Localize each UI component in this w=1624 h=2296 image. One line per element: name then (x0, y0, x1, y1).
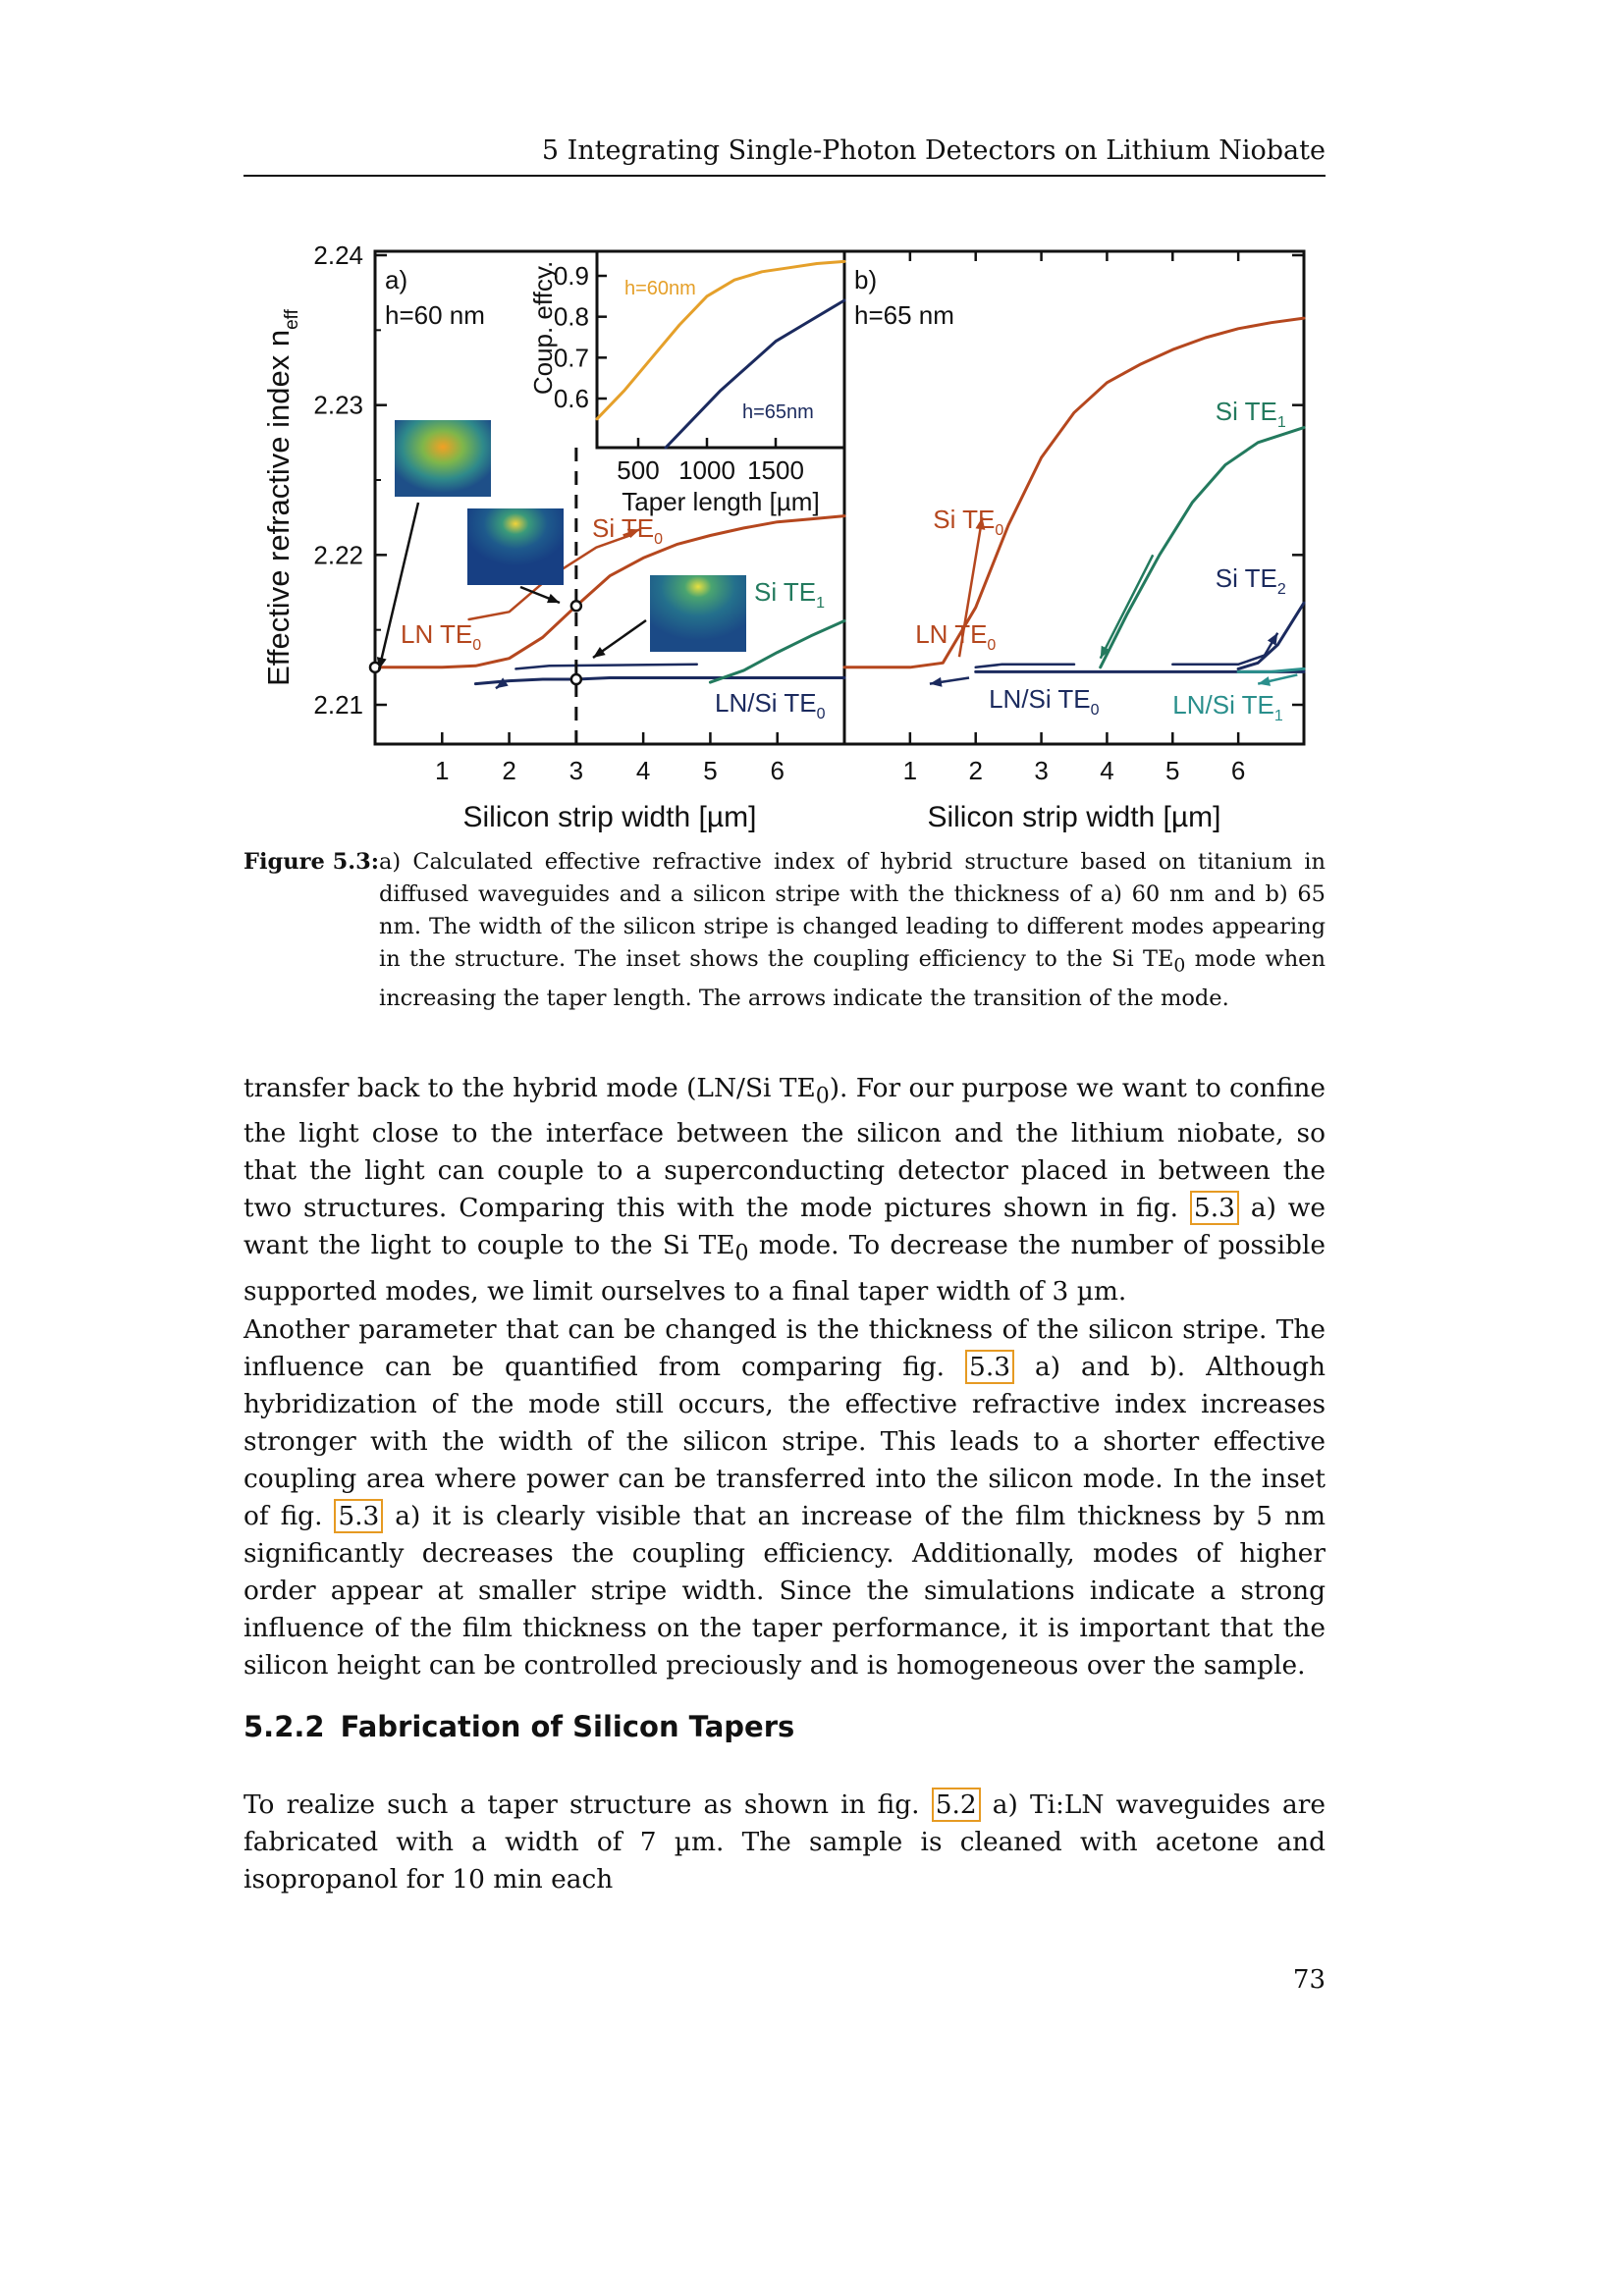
para2-text-3: a) it is clearly visible that an increase of the film thickness by 5 nm significantly decreases the coupling efficiency. Additionally, modes of higher order appear at smaller stripe width. Since the simulations indicate a strong influence of the film thickness on the taper performance, it is important that the silicon height can be controlled preciously and is homogeneous over the sample. (244, 1501, 1326, 1681)
label-b-lnsi-te0: LN/Si $TE_0$ (989, 684, 1100, 719)
caption-subscript: 0 (1173, 955, 1186, 977)
para1-text-4: mode. To decrease the number of possible supported modes, we limit ourselves to a final taper width of 3 µm. (244, 1230, 1326, 1307)
pointer-lnsi-te0-head (593, 647, 606, 658)
figure-reference-link[interactable]: 5.3 (1190, 1191, 1239, 1225)
para1-text-1: transfer back to the hybrid mode (LN/Si TE (244, 1073, 816, 1103)
para2-text-1: Another parameter that can be changed is the thickness of the silicon stripe. The influence can be quantified from comparing fig. (244, 1314, 1326, 1382)
inset-y-tick-label: 0.7 (553, 343, 589, 373)
caption-part-2: mode when increasing the taper length. The arrows indicate the transition of the mode. (379, 946, 1326, 1011)
para1-text-2: ). For our purpose we want to confine the light close to the interface between the silicon and the lithium niobate, so that the light can couple to a superconducting detector placed in between the two structures. Comparing this with the mode pictures shown in fig. (244, 1073, 1326, 1224)
series-si-te2-b (1238, 603, 1304, 668)
x-tick-label-b: 2 (968, 756, 983, 785)
x-axis-label-b: Silicon strip width [µm] (927, 801, 1221, 832)
guide-si-te2-b (1172, 656, 1265, 665)
section-number: 5.2.2 (244, 1710, 325, 1743)
para1-text-3: a) we want the light to couple to the Si TE (244, 1193, 1326, 1261)
para1-sub-1: 0 (815, 1084, 830, 1109)
label-b-si-te2: Si $TE_2$ (1215, 563, 1286, 598)
panel-a-label: a) (385, 265, 408, 294)
inset-legend-h60: h=60nm (624, 278, 696, 299)
figure-5-3 (244, 224, 1333, 832)
inset-y-tick-label: 0.9 (553, 261, 589, 291)
inset-x-tick-label: 500 (617, 455, 660, 485)
figure-caption (244, 846, 1326, 1015)
para3-text-2: a) Ti:LN waveguides are fabricated with a width of 7 µm. The sample is cleaned with acetone and isopropanol for 10 min each (244, 1789, 1326, 1895)
guide-lnsi-te0-a (515, 665, 696, 669)
label-a-si-te0: Si $TE_0$ (592, 513, 664, 548)
inset-y-axis-label: Coup. effcy. (528, 260, 558, 396)
para1-sub-2: 0 (734, 1241, 749, 1266)
x-axis-label-a: Silicon strip width [µm] (462, 801, 757, 832)
x-tick-label-a: 4 (635, 756, 651, 785)
arrow-si-te1-b (1101, 555, 1153, 658)
marker-circle (571, 674, 581, 684)
x-tick-label-b: 1 (902, 756, 918, 785)
panel-b-height-label: h=65 nm (854, 300, 954, 330)
label-b-lnsi-te1: LN/Si $TE_1$ (1172, 690, 1283, 724)
section-title: Fabrication of Silicon Tapers (340, 1710, 795, 1743)
guide-lnsi-te0-b (976, 665, 1074, 667)
label-b-si-te1: Si $TE_1$ (1215, 397, 1286, 431)
x-tick-label-a: 5 (703, 756, 718, 785)
mode-image-ln-te0 (395, 420, 491, 497)
marker-circle (571, 601, 581, 611)
paragraph-1 (244, 1070, 1326, 1310)
y-tick-label: 2.21 (313, 690, 363, 720)
figure-reference-link[interactable]: 5.2 (932, 1788, 981, 1822)
x-tick-label-b: 3 (1034, 756, 1049, 785)
mode-image-lnsi-te0 (650, 575, 746, 652)
mode-image-si-te0 (467, 508, 564, 585)
y-axis-label: Effective refractive index $n_{eff}$ (261, 309, 302, 686)
inset-y-tick-label: 0.8 (553, 301, 589, 332)
x-tick-label-a: 2 (502, 756, 516, 785)
label-b-ln-te0: LN $TE_0$ (915, 619, 997, 654)
inset-y-tick-label: 0.6 (553, 384, 589, 413)
x-tick-label-b: 6 (1230, 756, 1246, 785)
x-tick-label-b: 5 (1165, 756, 1180, 785)
paragraph-2 (244, 1311, 1326, 1684)
para2-text-2: a) and b). Although hybridization of the mode still occurs, the effective refractive index increases stronger with the width of the silicon stripe. This leads to a shorter effective coupling area where power can be transferred into the silicon mode. In the inset of fig. (244, 1352, 1326, 1531)
paragraph-3 (244, 1787, 1326, 1898)
label-a-ln-te0: LN $TE_0$ (401, 619, 482, 654)
y-tick-label: 2.23 (313, 390, 363, 420)
x-tick-label-a: 6 (770, 756, 785, 785)
running-header: 5 Integrating Single-Photon Detectors on Lithium Niobate (541, 135, 1326, 166)
series-lnsi-te0-a (475, 678, 844, 684)
header-rule (244, 175, 1326, 177)
label-b-si-te0: Si $TE_0$ (933, 505, 1004, 539)
y-tick-label: 2.24 (313, 240, 363, 270)
panel-a-height-label: h=60 nm (385, 300, 485, 330)
section-heading (244, 1710, 794, 1743)
caption-text (379, 846, 1326, 1015)
page-number: 73 (1292, 1965, 1326, 1995)
x-tick-label-b: 4 (1100, 756, 1114, 785)
series-ln-te0-b (844, 318, 1304, 667)
x-tick-label-a: 3 (568, 756, 584, 785)
arrow-lnsi-te0-b-head (930, 677, 943, 687)
x-tick-label-a: 1 (435, 756, 450, 785)
figure-reference-link[interactable]: 5.3 (334, 1499, 383, 1533)
caption-part-1: a) Calculated effective refractive index of hybrid structure based on titanium in diffused waveguides and a silicon stripe with the thickness of a) 60 nm and b) 65 nm. The width of the silicon stripe is changed leading to different modes appearing in the structure. The inset shows the coupling efficiency to the Si TE (379, 849, 1326, 972)
inset-x-tick-label: 1000 (678, 455, 735, 485)
pointer-si-te0-head (547, 594, 560, 603)
panel-b-label: b) (854, 265, 878, 294)
inset-legend-h65: h=65nm (742, 401, 814, 423)
label-a-si-te1: Si $TE_1$ (754, 577, 826, 612)
figure-reference-link[interactable]: 5.3 (965, 1350, 1014, 1384)
para3-text-1: To realize such a taper structure as shown in fig. (244, 1789, 932, 1820)
inset-x-axis-label: Taper length [µm] (622, 487, 820, 516)
series-si-te1-b (1101, 428, 1304, 667)
y-tick-label: 2.22 (313, 540, 363, 570)
caption-label: Figure 5.3: (244, 849, 380, 875)
inset-x-tick-label: 1500 (747, 455, 804, 485)
label-a-lnsi-te0: LN/Si $TE_0$ (715, 688, 826, 722)
